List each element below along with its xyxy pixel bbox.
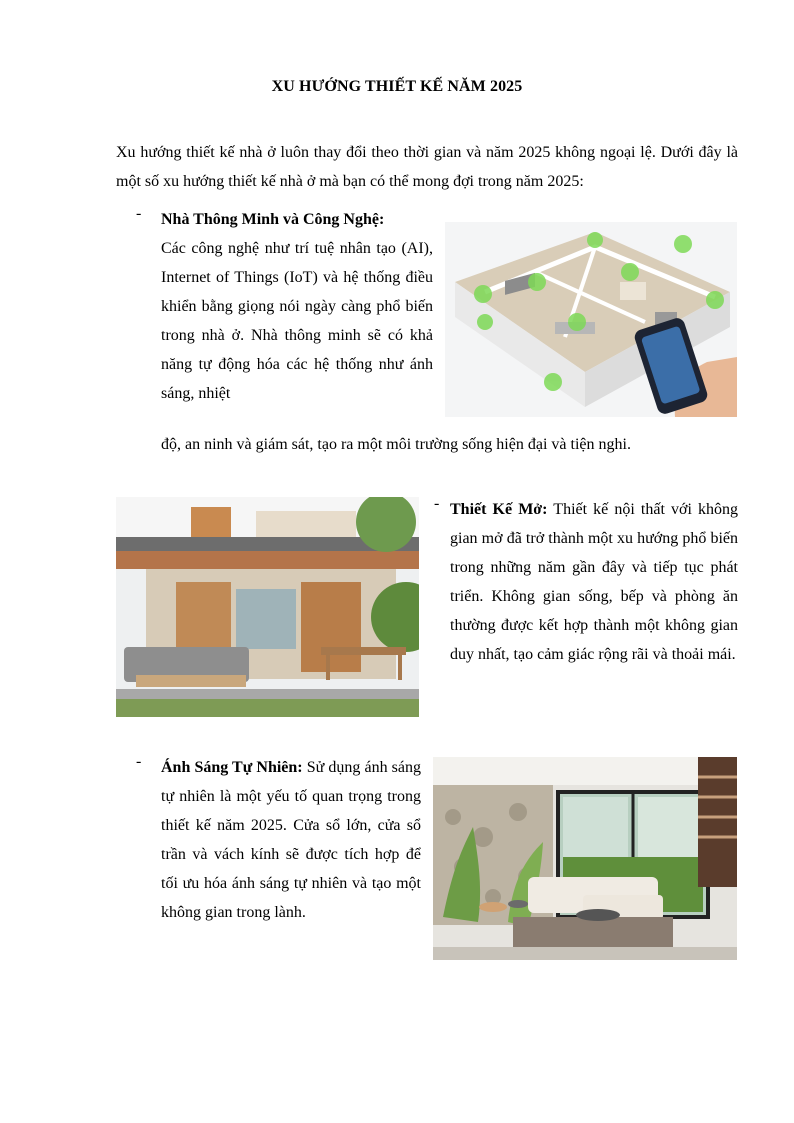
section-open-design-body: Thiết kế nội thất với không gian mở đã trở thành một xu hướng phổ biến trong những năm gần đây và tiếp tục phát triển. Không gian sống, bếp và phòng ăn thường được kết hợp thành một không gian duy nhất, tạo cảm giác rộng rãi và thoải mái. xyxy=(450,501,738,663)
section-open-design-heading: Thiết Kế Mở: xyxy=(450,501,548,518)
section-natural-light-body: Sử dụng ánh sáng tự nhiên là một yếu tố quan trọng trong thiết kế năm 2025. Cửa sổ lớn, cửa sổ trần và vách kính sẽ được tích hợp để tối ưu hóa ánh sáng tự nhiên và tạo một không gian trong lành. xyxy=(161,759,422,921)
smart-home-image xyxy=(445,222,737,417)
open-design-image xyxy=(116,497,419,717)
section-natural-light-heading: Ánh Sáng Tự Nhiên: xyxy=(161,759,303,776)
bullet-open-design: - xyxy=(434,495,440,512)
intro-paragraph: Xu hướng thiết kế nhà ở luôn thay đổi theo thời gian và năm 2025 không ngoại lệ. Dưới đây là một số xu hướng thiết kế nhà ở mà bạn có thể mong đợi trong năm 2025: xyxy=(116,144,738,190)
bullet-natural-light: - xyxy=(136,753,142,770)
section-open-design-text xyxy=(450,495,738,669)
page-title: XU HƯỚNG THIẾT KẾ NĂM 2025 xyxy=(271,78,523,95)
section-natural-light-text xyxy=(161,753,421,927)
section-smart-home-heading: Nhà Thông Minh và Công Nghệ: xyxy=(161,211,385,228)
natural-light-image xyxy=(433,757,737,960)
section-smart-home-text xyxy=(161,205,433,408)
bullet-smart-home: - xyxy=(136,205,142,222)
section-smart-home-body: Các công nghệ như trí tuệ nhân tạo (AI), Internet of Things (IoT) và hệ thống điều khiển bằng giọng nói ngày càng phổ biến trong nhà ở. Nhà thông minh sẽ có khả năng tự động hóa các hệ thống như ánh sáng, nhiệt xyxy=(161,240,433,402)
section-smart-home-tail: độ, an ninh và giám sát, tạo ra một môi trường sống hiện đại và tiện nghi. xyxy=(161,436,631,453)
